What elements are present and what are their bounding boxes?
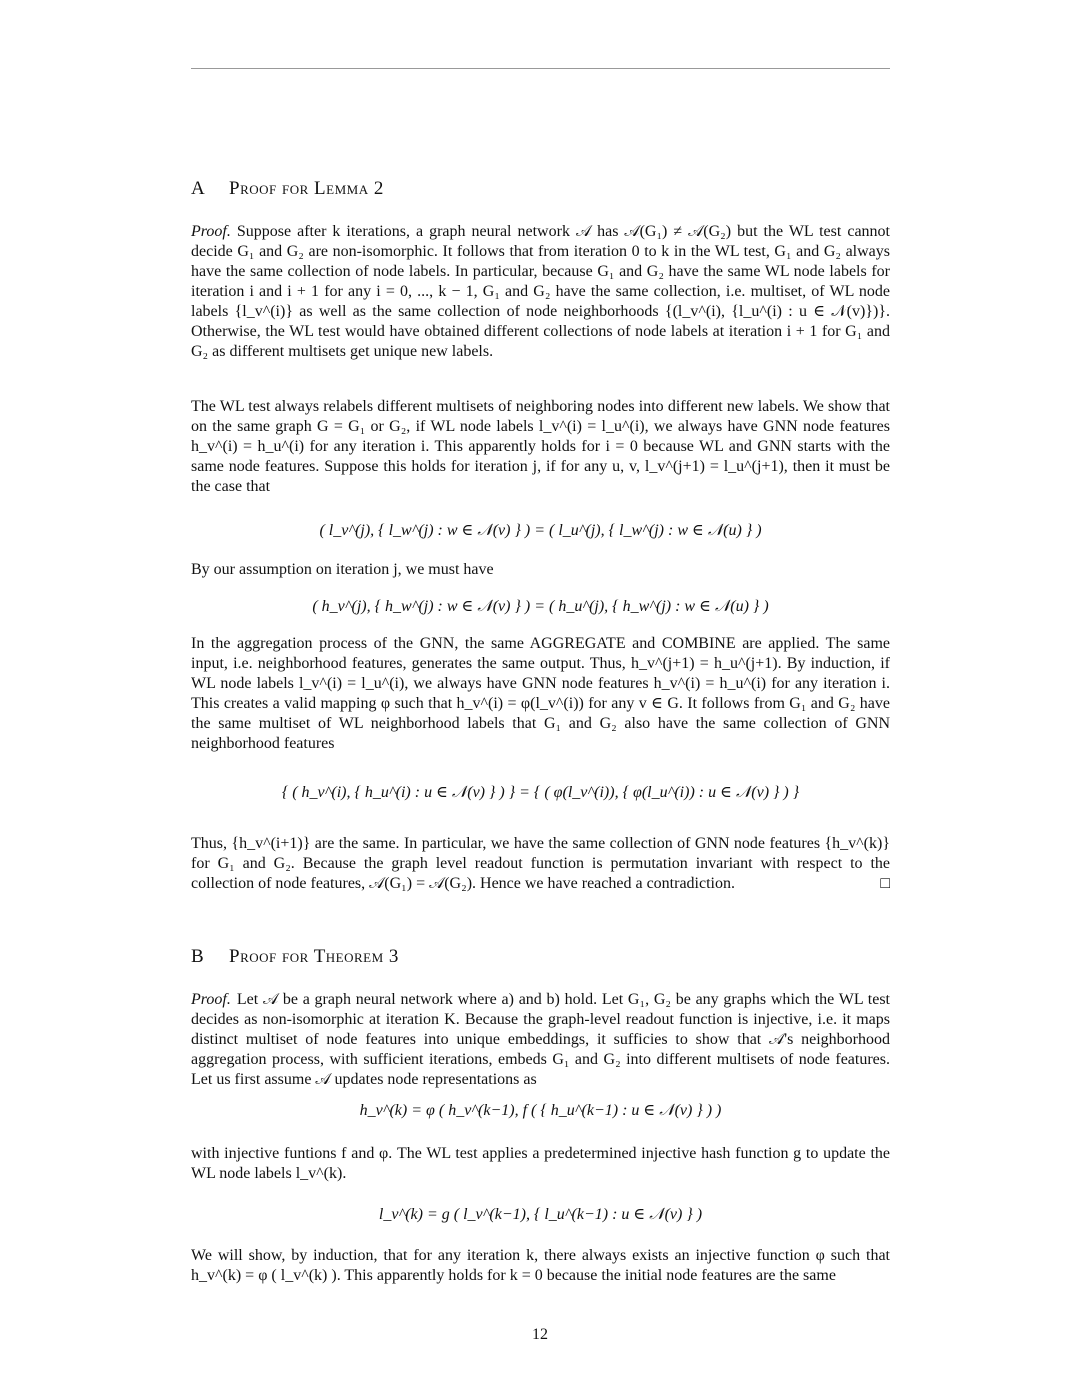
section-a-title: Proof for Lemma 2 (229, 178, 384, 199)
section-a-para2: The WL test always relabels different multisets of neighboring nodes into different new labels. We show that on the same graph G = G₁ or G₂, if WL node labels l_v^(i) = l_u^(i), we always have GNN node features h_v^(i) = h_u^(i) for any iteration i. This apparently holds for i = 0 because WL and GNN starts with the same node features. Suppose this holds for iteration j, if for any u, v, l_v^(j+1) = l_u^(j+1), then it must be the case that (191, 398, 890, 495)
section-b-para1: Let 𝒜 be a graph neural network where a) and b) hold. Let G₁, G₂ be any graphs which the WL test decides as non-isomorphic at iteration K. Because the graph-level readout function is injective, i.e. it maps distinct multiset of node features into unique embeddings, it sufficies to show that 𝒜's neighborhood aggregation process, with sufficient iterations, embeds G₁ and G₂ into different multisets of node features. Let us first assume 𝒜 updates node representations as (191, 991, 890, 1088)
header-rule (191, 68, 890, 69)
section-b-heading (191, 946, 890, 968)
section-b-para2-block (191, 1144, 890, 1184)
section-b-para3: We will show, by induction, that for any iteration k, there always exists an injective function φ such that h_v^(k) = φ ( l_v^(k) ). This apparently holds for k = 0 because the initial node features are the same (191, 1247, 890, 1284)
section-a-para5-block (191, 834, 890, 894)
section-a-para4: In the aggregation process of the GNN, the same AGGREGATE and COMBINE are applied. The same input, i.e. neighborhood features, generates the same output. Thus, h_v^(j+1) = h_u^(j+1). By induction, if WL node labels l_v^(i) = l_u^(i), we always have GNN node features h_v^(i) = h_u^(i) for any iteration i. This creates a valid mapping φ such that h_v^(i) = φ(l_v^(i)) for any v ∈ G. It follows from G₁ and G₂ have the same multiset of WL neighborhood labels that G₁ and G₂ also have the same collection of GNN neighborhood features (191, 635, 890, 752)
section-a-equation-1: ( l_v^(j), { l_w^(j) : w ∈ 𝒩(v) } ) = ( l_u^(j), { l_w^(j) : w ∈ 𝒩(u) } ) (319, 522, 762, 539)
page-number: 12 (532, 1326, 548, 1343)
section-a-equation-3: { ( h_v^(i), { h_u^(i) : u ∈ 𝒩(v) } ) } = { ( φ(l_v^(i)), { φ(l_u^(i)) : u ∈ 𝒩(v) } ) } (281, 784, 800, 801)
section-a-para2-block (191, 397, 890, 497)
section-b-eq2-block (191, 1204, 890, 1226)
section-a-letter: A (191, 178, 206, 199)
section-b-eq1-block (191, 1100, 890, 1122)
section-a-eq2-block (191, 596, 890, 618)
section-a-eq1-block (191, 520, 890, 542)
section-b-para3-block (191, 1246, 890, 1286)
section-a-para1-block (191, 222, 890, 362)
section-a-proof-lead: Proof. (191, 223, 231, 240)
section-b-equation-1: h_v^(k) = φ ( h_v^(k−1), f ( { h_u^(k−1) : u ∈ 𝒩(v) } ) ) (359, 1102, 722, 1119)
section-a-heading (191, 178, 890, 200)
section-b-letter: B (191, 946, 205, 967)
section-b-equation-2: l_v^(k) = g ( l_v^(k−1), { l_u^(k−1) : u ∈ 𝒩(v) } ) (378, 1206, 703, 1223)
section-a-para1: Suppose after k iterations, a graph neural network 𝒜 has 𝒜(G₁) ≠ 𝒜(G₂) but the WL test cannot decide G₁ and G₂ are non-isomorphic. It follows that from iteration 0 to k in the WL test, G₁ and G₂ always have the same collection of node labels. In particular, because G₁ and G₂ have the same WL node labels for iteration i and i + 1 for any i = 0, ..., k − 1, G₁ and G₂ have the same collection, i.e. multiset, of WL node labels {l_v^(i)} as well as the same collection of node neighborhoods {(l_v^(i), {l_u^(i) : u ∈ 𝒩(v)})}. Otherwise, the WL test would have obtained different collections of node labels at iteration i + 1 for G₁ and G₂ as different multisets get unique new labels. (191, 223, 890, 360)
section-a-para5: Thus, {h_v^(i+1)} are the same. In particular, we have the same collection of GNN node features {h_v^(k)} for G₁ and G₂. Because the graph level readout function is permutation invariant with respect to the collection of node features, 𝒜(G₁) = 𝒜(G₂). Hence we have reached a contradiction. (191, 835, 890, 892)
section-a-eq3-block (191, 782, 890, 804)
section-b-title: Proof for Theorem 3 (229, 946, 399, 967)
qed-symbol: □ (880, 875, 890, 892)
section-b-para2: with injective funtions f and φ. The WL test applies a predetermined injective hash function g to update the WL node labels l_v^(k). (191, 1145, 890, 1182)
section-a-para3-block (191, 560, 890, 580)
section-a-para3: By our assumption on iteration j, we must have (191, 561, 494, 578)
section-b-proof-lead: Proof. (191, 991, 231, 1008)
section-a-para4-block (191, 634, 890, 754)
section-a-equation-2: ( h_v^(j), { h_w^(j) : w ∈ 𝒩(v) } ) = ( h_u^(j), { h_w^(j) : w ∈ 𝒩(u) } ) (312, 598, 769, 615)
section-b-para1-block (191, 990, 890, 1090)
